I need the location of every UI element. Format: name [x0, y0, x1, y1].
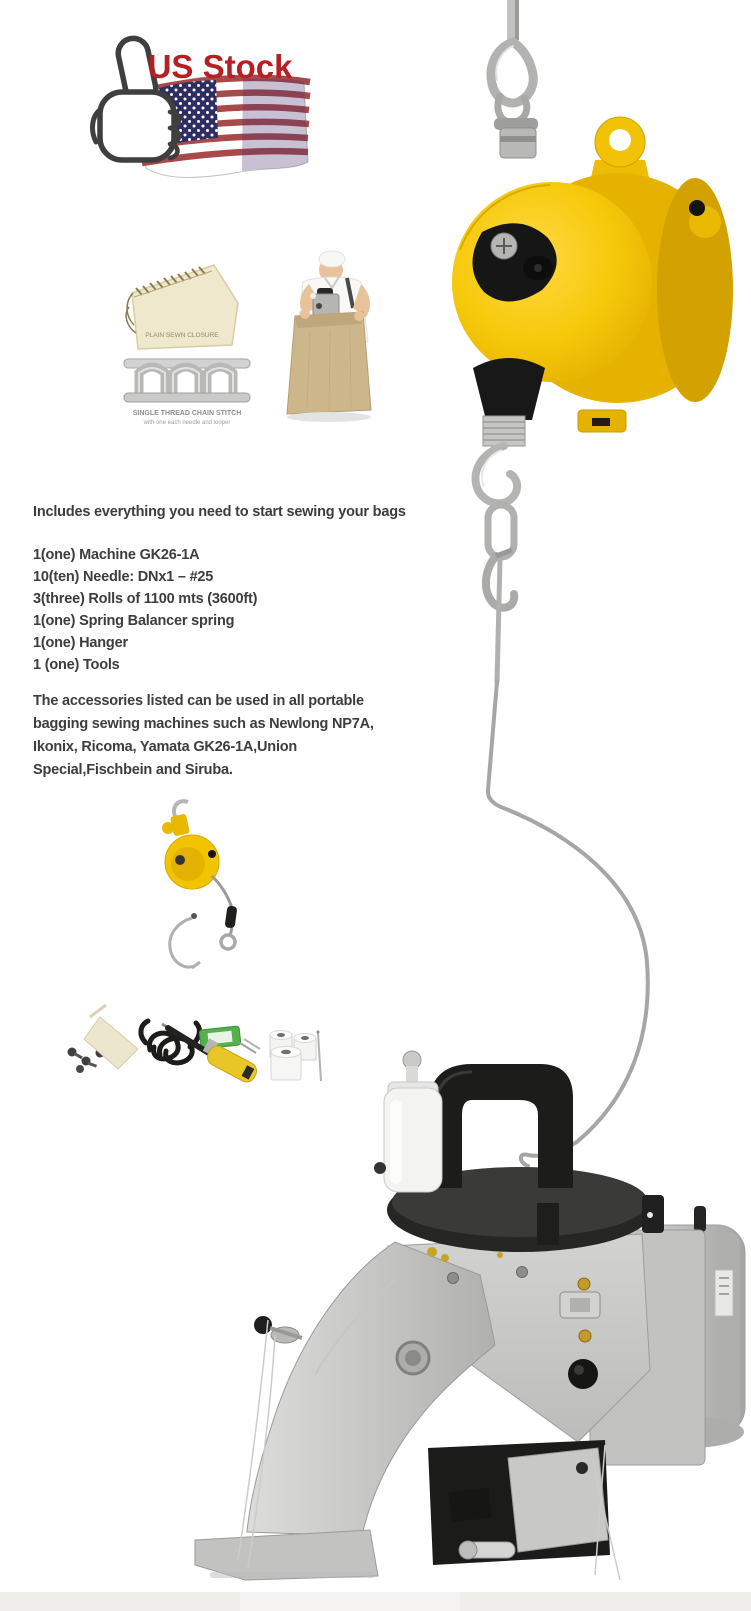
bag-closure-diagram	[118, 245, 258, 427]
lower-mechanism	[428, 1440, 610, 1565]
bag-sewing-photo	[265, 242, 390, 427]
kit-item: 1(one) Hanger	[33, 635, 128, 651]
compatibility-note	[33, 690, 453, 782]
floor-shadow-band	[0, 1592, 751, 1611]
kit-item: 3(three) Rolls of 1100 mts (3600ft)	[33, 591, 258, 607]
burlap-bag	[287, 309, 371, 422]
us-stock-badge	[70, 30, 315, 198]
ceiling-strap	[507, 0, 519, 40]
kit-list	[33, 544, 453, 676]
mini-balancer-photo	[140, 790, 260, 980]
chain-stitch-sketch	[124, 359, 250, 426]
compat-note-line: Ikonix, Ricoma, Yamata GK26-1A,Union	[33, 739, 298, 755]
kit-item: 1 (one) Tools	[33, 657, 120, 673]
kit-item: 1(one) Machine GK26-1A	[33, 547, 200, 563]
shackle-hook	[491, 42, 538, 130]
oiler-spout	[84, 1005, 138, 1069]
stitch-subcaption-label: with one each needle and looper	[143, 420, 231, 426]
intro-heading: Includes everything you need to start sewing your bags	[33, 504, 406, 520]
balancer-lower-hook	[473, 358, 545, 608]
oil-bottle	[374, 1051, 442, 1192]
compat-note-line: The accessories listed can be used in all portable	[33, 693, 364, 709]
us-stock-label: US Stock	[147, 48, 293, 85]
kit-item: 1(one) Spring Balancer spring	[33, 613, 235, 629]
stitch-caption-label: SINGLE THREAD CHAIN STITCH	[132, 410, 242, 417]
kit-item: 10(ten) Needle: DNx1 – #25	[33, 569, 214, 585]
compat-note-line: bagging sewing machines such as Newlong NP7A,	[33, 716, 374, 732]
sewn-bag-sketch	[126, 265, 238, 349]
kit-description	[33, 502, 453, 782]
sewing-machine-photo	[150, 1020, 751, 1611]
bag-caption-label: PLAIN SEWN CLOSURE	[145, 332, 219, 339]
compat-note-line: Special,Fischbein and Siruba.	[33, 762, 233, 778]
